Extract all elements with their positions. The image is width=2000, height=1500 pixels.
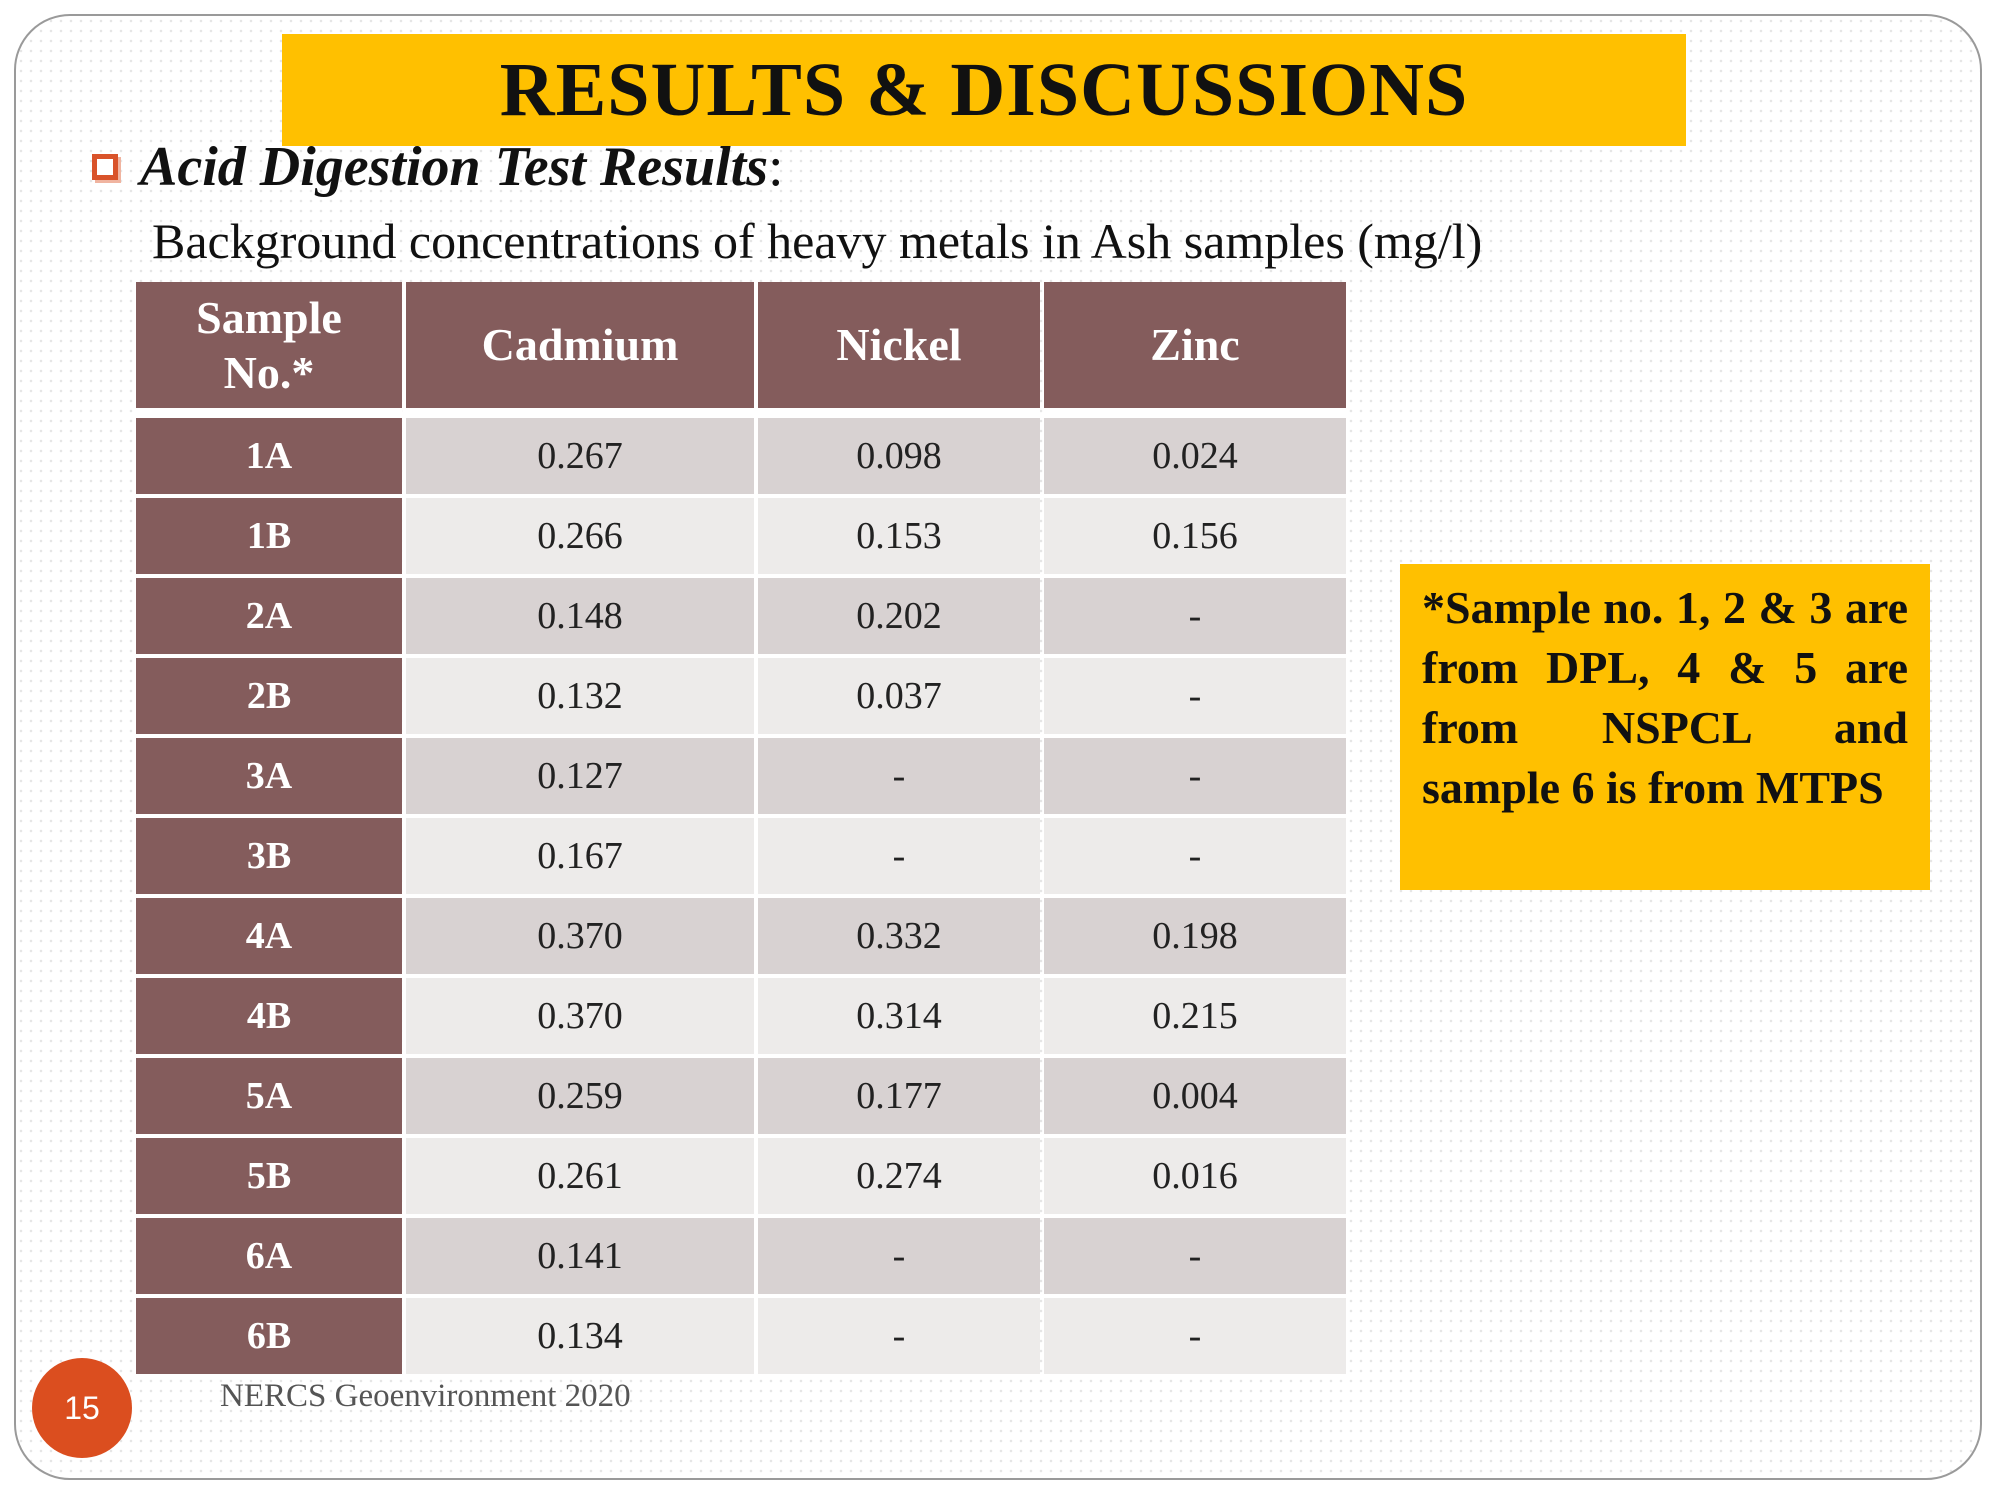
sample-cell: 6B — [136, 1298, 402, 1374]
cadmium-cell: 0.259 — [406, 1058, 754, 1134]
slide-title: RESULTS & DISCUSSIONS — [499, 47, 1469, 132]
sample-cell: 3B — [136, 818, 402, 894]
cadmium-cell: 0.266 — [406, 498, 754, 574]
footer-text: NERCS Geoenvironment 2020 — [220, 1378, 631, 1414]
zinc-cell: - — [1044, 578, 1346, 654]
section-heading-text: Acid Digestion Test Results — [140, 136, 769, 198]
nickel-cell: 0.153 — [758, 498, 1040, 574]
cadmium-cell: 0.132 — [406, 658, 754, 734]
cadmium-cell: 0.167 — [406, 818, 754, 894]
nickel-cell: - — [758, 818, 1040, 894]
table-row — [136, 818, 1346, 894]
cadmium-cell: 0.370 — [406, 978, 754, 1054]
nickel-cell: 0.177 — [758, 1058, 1040, 1134]
title-banner — [282, 34, 1686, 146]
zinc-cell: 0.004 — [1044, 1058, 1346, 1134]
nickel-cell: - — [758, 1298, 1040, 1374]
zinc-cell: 0.016 — [1044, 1138, 1346, 1214]
table-caption: Background concentrations of heavy metals in Ash samples (mg/l) — [152, 213, 1483, 269]
nickel-cell: - — [758, 1218, 1040, 1294]
sample-cell: 2A — [136, 578, 402, 654]
nickel-cell: 0.274 — [758, 1138, 1040, 1214]
cadmium-cell: 0.261 — [406, 1138, 754, 1214]
sample-cell: 5A — [136, 1058, 402, 1134]
zinc-cell: - — [1044, 738, 1346, 814]
zinc-cell: - — [1044, 658, 1346, 734]
section-heading-suffix: : — [768, 136, 784, 198]
nickel-cell: 0.202 — [758, 578, 1040, 654]
zinc-cell: - — [1044, 1298, 1346, 1374]
cadmium-cell: 0.370 — [406, 898, 754, 974]
nickel-cell: 0.037 — [758, 658, 1040, 734]
nickel-cell: - — [758, 738, 1040, 814]
section-heading — [140, 135, 784, 199]
zinc-cell: - — [1044, 818, 1346, 894]
zinc-cell: - — [1044, 1218, 1346, 1294]
cadmium-cell: 0.134 — [406, 1298, 754, 1374]
cadmium-cell: 0.148 — [406, 578, 754, 654]
sample-cell: 3A — [136, 738, 402, 814]
nickel-cell: 0.098 — [758, 418, 1040, 494]
zinc-cell: 0.215 — [1044, 978, 1346, 1054]
table-row — [136, 978, 1346, 1054]
cadmium-cell: 0.127 — [406, 738, 754, 814]
table-row — [136, 578, 1346, 654]
table-row — [136, 898, 1346, 974]
sample-cell: 4B — [136, 978, 402, 1054]
table-row — [136, 1058, 1346, 1134]
section-heading-line — [92, 132, 784, 202]
checkbox-bullet-icon — [92, 154, 118, 180]
zinc-cell: 0.198 — [1044, 898, 1346, 974]
sample-cell: 5B — [136, 1138, 402, 1214]
sample-source-note: *Sample no. 1, 2 & 3 are from DPL, 4 & 5 are from NSPCL and sample 6 is from MTPS — [1400, 564, 1930, 890]
page-number-badge: 15 — [32, 1358, 132, 1458]
cadmium-cell: 0.141 — [406, 1218, 754, 1294]
table-row — [136, 1138, 1346, 1214]
table-row — [136, 1218, 1346, 1294]
table-row — [136, 1298, 1346, 1374]
table-header-row — [136, 282, 1346, 414]
header-zinc: Zinc — [1044, 282, 1346, 414]
sample-cell: 2B — [136, 658, 402, 734]
sample-cell: 1B — [136, 498, 402, 574]
header-cadmium: Cadmium — [406, 282, 754, 414]
table-row — [136, 498, 1346, 574]
table-row — [136, 418, 1346, 494]
table-row — [136, 658, 1346, 734]
cadmium-cell: 0.267 — [406, 418, 754, 494]
sample-cell: 4A — [136, 898, 402, 974]
zinc-cell: 0.024 — [1044, 418, 1346, 494]
header-sample-no: Sample No.* — [136, 282, 402, 414]
sample-cell: 1A — [136, 418, 402, 494]
results-table — [132, 278, 1350, 1378]
zinc-cell: 0.156 — [1044, 498, 1346, 574]
table-row — [136, 738, 1346, 814]
nickel-cell: 0.332 — [758, 898, 1040, 974]
nickel-cell: 0.314 — [758, 978, 1040, 1054]
sample-cell: 6A — [136, 1218, 402, 1294]
header-nickel: Nickel — [758, 282, 1040, 414]
